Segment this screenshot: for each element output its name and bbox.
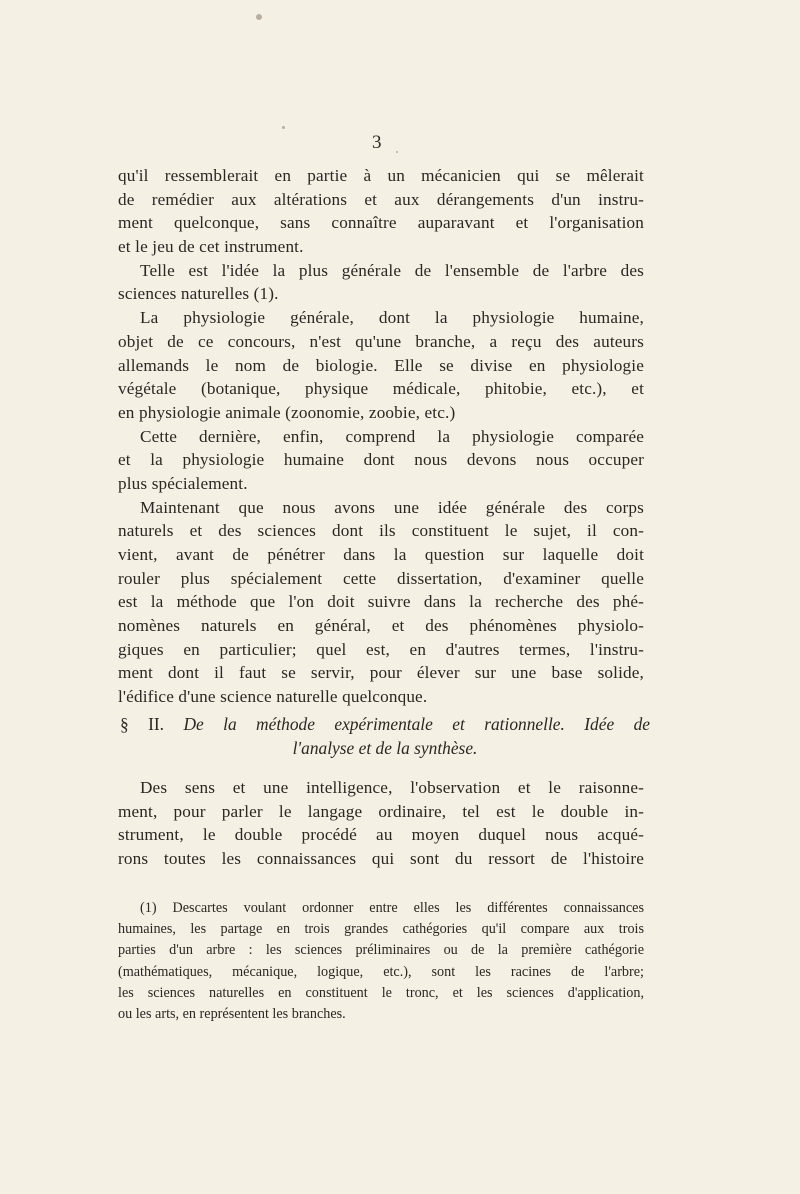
section-marker: § II. xyxy=(120,714,165,734)
text-line: Telle est l'idée la plus générale de l'ensemble de l'arbre des xyxy=(140,260,644,280)
text-line: allemands le nom de biologie. Elle se divise en physiologie xyxy=(118,355,644,375)
footnote-line: (1) Descartes voulant ordonner entre elles les différentes connaissances xyxy=(140,900,644,916)
text-line: giques en particulier; quel est, en d'autres termes, l'instru- xyxy=(118,639,644,659)
paper-speck xyxy=(256,14,262,20)
text-line: et le jeu de cet instrument. xyxy=(118,237,304,257)
text-line: naturels et des sciences dont ils constituent le sujet, il con- xyxy=(118,521,644,541)
text-line: végétale (botanique, physique médicale, phitobie, etc.), et xyxy=(118,379,644,399)
footnote xyxy=(118,898,644,1025)
text-line: La physiologie générale, dont la physiologie humaine, xyxy=(140,308,644,328)
text-line: rons toutes les connaissances qui sont du ressort de l'histoire xyxy=(118,849,644,869)
text-line: Des sens et une intelligence, l'observation et le raisonne- xyxy=(140,778,644,797)
text-line: nomènes naturels en général, et des phénomènes physiolo- xyxy=(118,616,644,636)
section-title: De la méthode expérimentale et rationnelle. Idée de xyxy=(183,714,650,734)
section-heading-line xyxy=(120,712,650,736)
text-line: ment, pour parler le langage ordinaire, tel est le double in- xyxy=(118,801,644,821)
page-number: 3 xyxy=(372,132,382,153)
text-line: vient, avant de pénétrer dans la question sur laquelle doit xyxy=(118,545,644,564)
text-line: strument, le double procédé au moyen duquel nous acqué- xyxy=(118,825,644,845)
text-line: Cette dernière, enfin, comprend la physiologie comparée xyxy=(140,426,644,446)
footnote-line: parties d'un arbre : les sciences préliminaires ou de la première cathégorie xyxy=(118,942,644,959)
footnote-line: (mathématiques, mécanique, logique, etc.), sont les racines de l'arbre; xyxy=(118,963,644,980)
footnote-line: les sciences naturelles en constituent le tronc, et les sciences d'application, xyxy=(118,984,644,1001)
text-line: Maintenant que nous avons une idée générale des corps xyxy=(140,497,644,517)
footnote-line: humaines, les partage en trois grandes cathégories qu'il compare aux trois xyxy=(118,921,644,938)
text-line: ment quelconque, sans connaître auparavant et l'organisation xyxy=(118,213,644,233)
paper-speck xyxy=(396,151,398,153)
footnote-line: ou les arts, en représentent les branches. xyxy=(118,1005,346,1022)
text-line: objet de ce concours, n'est qu'une branche, a reçu des auteurs xyxy=(118,331,644,351)
text-line: ment dont il faut se servir, pour élever sur une base solide, xyxy=(118,663,644,683)
text-line: l'édifice d'une science naturelle quelconque. xyxy=(118,687,428,707)
text-line: sciences naturelles (1). xyxy=(118,284,279,304)
text-line: est la méthode que l'on doit suivre dans la recherche des phé- xyxy=(118,592,644,612)
text-line: de remédier aux altérations et aux dérangements d'un instru- xyxy=(118,189,644,209)
text-line: et la physiologie humaine dont nous devons nous occuper xyxy=(118,450,644,470)
text-line: plus spécialement. xyxy=(118,473,248,493)
text-line: en physiologie animale (zoonomie, zoobie, etc.) xyxy=(118,402,456,422)
main-text xyxy=(118,164,644,709)
text-line: rouler plus spécialement cette dissertation, d'examiner quelle xyxy=(118,568,644,588)
section-heading xyxy=(120,712,650,760)
paper-speck xyxy=(282,126,285,129)
main-text-continued xyxy=(118,776,644,871)
section-heading-line: l'analyse et de la synthèse. xyxy=(292,738,478,758)
text-line: qu'il ressemblerait en partie à un mécanicien qui se mêlerait xyxy=(118,166,644,185)
